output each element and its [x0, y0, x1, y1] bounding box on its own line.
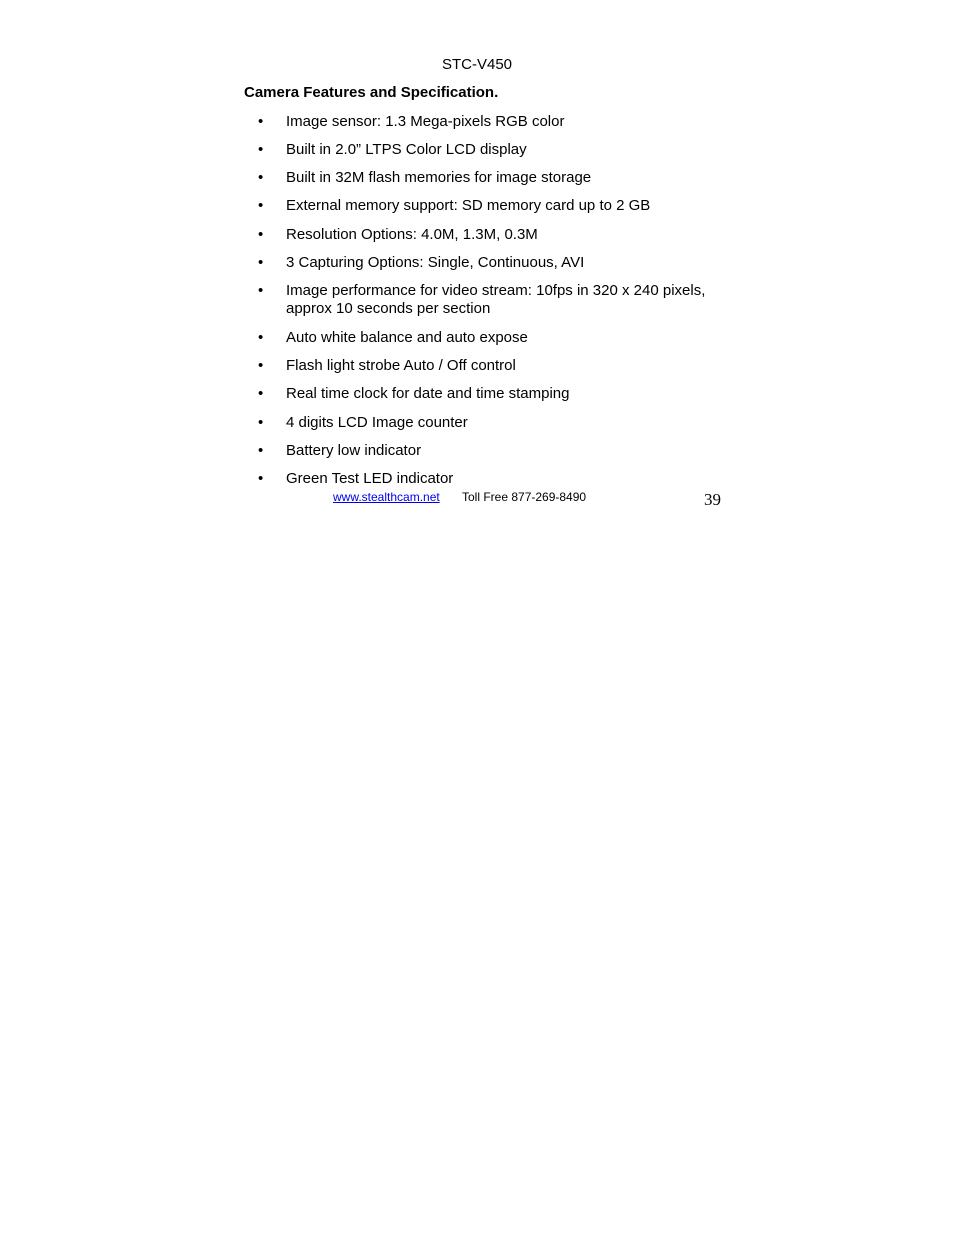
- feature-item: [258, 357, 736, 375]
- feature-text: Resolution Options: 4.0M, 1.3M, 0.3M: [286, 226, 538, 243]
- feature-text: Built in 32M flash memories for image storage: [286, 169, 592, 186]
- feature-text: 4 digits LCD Image counter: [286, 414, 468, 431]
- bullet-icon: •: [258, 254, 264, 271]
- feature-item: [258, 282, 736, 318]
- feature-text: Image sensor: 1.3 Mega-pixels RGB color: [286, 113, 565, 130]
- section-heading: Camera Features and Specification.: [244, 84, 499, 101]
- feature-text: Real time clock for date and time stamping: [286, 385, 570, 402]
- bullet-icon: •: [258, 329, 264, 346]
- feature-item: [258, 385, 736, 403]
- feature-item: [258, 254, 736, 272]
- website-link[interactable]: www.stealthcam.net: [333, 490, 440, 504]
- feature-item: [258, 442, 736, 460]
- feature-item: [258, 329, 736, 347]
- page-header-title: STC-V450: [441, 56, 513, 73]
- bullet-icon: •: [258, 470, 264, 487]
- feature-item: [258, 169, 736, 187]
- page-number: 39: [704, 490, 721, 509]
- bullet-icon: •: [258, 357, 264, 374]
- feature-text: Battery low indicator: [286, 442, 422, 459]
- feature-item: [258, 141, 736, 159]
- feature-item: [258, 113, 736, 131]
- bullet-icon: •: [258, 226, 264, 243]
- bullet-icon: •: [258, 113, 264, 130]
- bullet-icon: •: [258, 282, 264, 299]
- feature-text: External memory support: SD memory card up to 2 GB: [286, 197, 651, 214]
- bullet-icon: •: [258, 197, 264, 214]
- feature-text: Green Test LED indicator: [286, 470, 454, 487]
- feature-text: Auto white balance and auto expose: [286, 329, 528, 346]
- bullet-icon: •: [258, 141, 264, 158]
- toll-free-phone: Toll Free 877-269-8490: [462, 490, 587, 504]
- feature-text: 3 Capturing Options: Single, Continuous, AVI: [286, 254, 585, 271]
- feature-text: Built in 2.0” LTPS Color LCD display: [286, 141, 527, 158]
- feature-text: Image performance for video stream: 10fps in 320 x 240 pixels, approx 10 seconds per section: [286, 282, 706, 317]
- bullet-icon: •: [258, 442, 264, 459]
- feature-item: [258, 226, 736, 244]
- bullet-icon: •: [258, 414, 264, 431]
- feature-text: Flash light strobe Auto / Off control: [286, 357, 516, 374]
- bullet-icon: •: [258, 169, 264, 186]
- bullet-icon: •: [258, 385, 264, 402]
- feature-item: [258, 470, 736, 488]
- feature-item: [258, 414, 736, 432]
- feature-item: [258, 197, 736, 215]
